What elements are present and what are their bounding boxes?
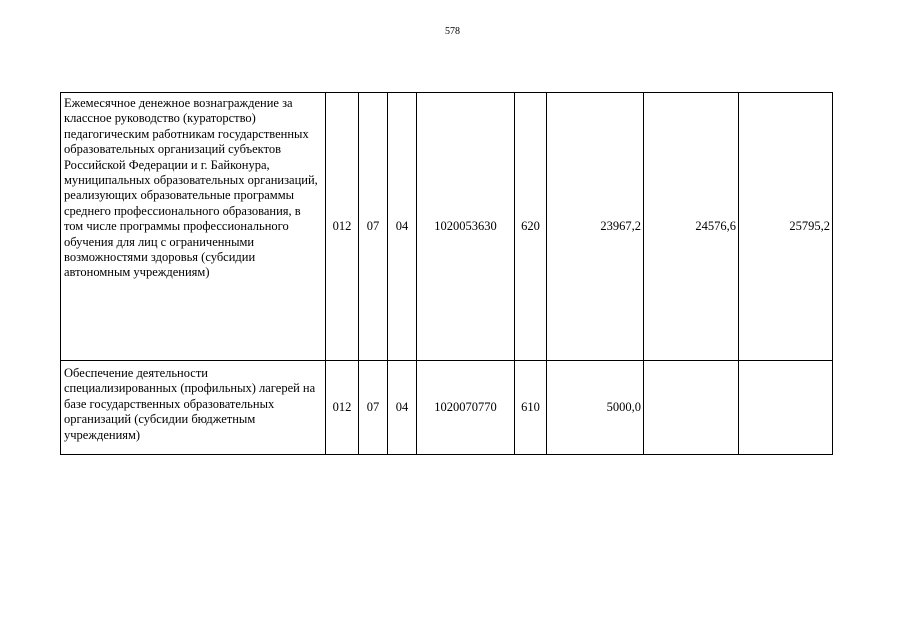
subsection-code: 04 — [388, 361, 417, 455]
target-article-code: 1020070770 — [417, 361, 515, 455]
amount-year-3 — [739, 361, 833, 455]
expense-type-code: 610 — [515, 361, 547, 455]
amount-year-2: 24576,6 — [644, 93, 739, 361]
amount-year-2 — [644, 361, 739, 455]
section-code: 07 — [359, 361, 388, 455]
ministry-code: 012 — [326, 361, 359, 455]
ministry-code: 012 — [326, 93, 359, 361]
amount-year-3: 25795,2 — [739, 93, 833, 361]
subsection-code: 04 — [388, 93, 417, 361]
page-number: 578 — [445, 26, 460, 37]
table-row — [61, 93, 833, 361]
amount-year-1: 23967,2 — [547, 93, 644, 361]
target-article-code: 1020053630 — [417, 93, 515, 361]
expense-description: Обеспечение деятельности специализированных (профильных) лагерей на базе государственных образовательных организаций (субсидии бюджетным учреждениям) — [61, 361, 326, 455]
expense-type-code: 620 — [515, 93, 547, 361]
amount-year-1: 5000,0 — [547, 361, 644, 455]
section-code: 07 — [359, 93, 388, 361]
expense-description: Ежемесячное денежное вознаграждение за классное руководство (кураторство) педагогическим работникам государственных образовательных организаций субъектов Российской Федерации и г. Байконура, муниципальных образовательных организаций, реализующих образовательные программы среднего профессионального образования, в том числе программы профессионального обучения для лиц с ограниченными возможностями здоровья (субсидии автономным учреждениям) — [61, 93, 326, 361]
budget-table — [60, 92, 833, 455]
table-row — [61, 361, 833, 455]
